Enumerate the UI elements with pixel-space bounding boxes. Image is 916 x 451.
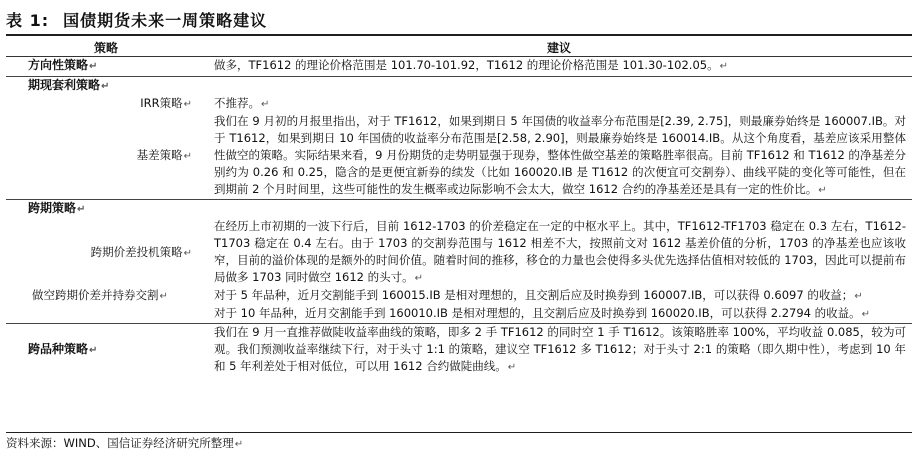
table-row: [6, 218, 912, 287]
table-row: [6, 113, 912, 200]
content-paragraph: 在经历上市初期的一波下行后，目前 1612-1703 的价差稳定在一定的中枢水平上。其中，TF1612-TF1703 稳定在 0.3 左右，T1612-T1703 稳定在 0.4 左右。由于 1703 的交割券范围与 1612 相差不大，按照前文对 1612 基差价值的分析，1703 的净基差也应该收窄，目前的溢价体现的是额外的时间价值。随着时间的推移，移仓的力量也会使得多头优先选择估值相对较低的 1703，因此可以提前布局做多 1703 同时做空 1612 的头寸。: [214, 219, 906, 284]
row-label-short-spread-delivery: 做空跨期价差并持券交割↵: [32, 288, 168, 302]
source-note: 资料来源：WIND、国信证券经济研究所整理↵: [6, 432, 912, 451]
content-paragraph: 做多，TF1612 的理论价格范围是 101.70-101.92，T1612 的理论价格范围是 101.30-102.05。: [214, 58, 719, 72]
table-row: [6, 77, 912, 96]
table-row: [6, 200, 912, 219]
section-label: 跨期策略↵: [6, 200, 206, 219]
content-paragraph: 我们在 9 月初的月报里指出，对于 TF1612，如果到期日 5 年国债的收益率分布范围是[2.39, 2.75]，则最廉券始终是 160007.IB。对于 T1612，如果到期日 10 年国债的收益率分布范围是[2.58, 2.90]，则最廉券始终是 160014.IB。从这个角度看，基差应该采用整体性做空的策略。实际结果来看，9 月份期货的走势明显强于现券，整体性做空基差的策略胜率很高。目前 TF1612 和 T1612 的净基差分别约为 0.26 和 0.25，隐含的是更便宜新券的续发（比如 160020.IB 是 T1612 的次便宜可交割券）、曲线平陡的变化等可能性，但在到期前 2 个月时间里，这些可能性的发生概率或边际影响不会太大，做空 1612 合约的净基差还是具有一定的性价比。: [214, 114, 906, 196]
table-row: [6, 287, 912, 324]
table-row: [6, 324, 912, 377]
row-label-basis: 基差策略↵: [136, 148, 192, 162]
row-label-calendar-spread: 跨期价差投机策略↵: [90, 244, 192, 259]
table-row: [6, 57, 912, 77]
strategy-table: [6, 38, 912, 376]
table-row: [6, 95, 912, 113]
header-strategy: 策略: [6, 38, 206, 57]
section-label: 跨品种策略↵: [6, 324, 206, 377]
section-content: 做多，TF1612 的理论价格范围是 101.70-101.92，T1612 的理论价格范围是 101.30-102.05。↵: [214, 58, 728, 72]
row-content-calendar-spread: 在经历上市初期的一波下行后，目前 1612-1703 的价差稳定在一定的中枢水平上。其中，TF1612-TF1703 稳定在 0.3 左右，T1612-T1703 稳定在 0.4 左右。由于 1703 的交割券范围与 1612 相差不大，按照前文对 1612 基差价值的分析，1703 的净基差也应该收窄，目前的溢价体现的是额外的时间价值。随着时间的推移，移仓的力量也会使得多头优先选择估值相对较低的 1703，因此可以提前布局做多 1703 同时做空 1612 的头寸。↵: [214, 219, 906, 284]
row-label-irr: IRR策略↵: [140, 96, 192, 110]
table-title-text: 国债期货未来一周策略建议: [63, 10, 268, 30]
section-label: 期现套利策略↵: [6, 77, 206, 96]
content-paragraph: 对于 10 年品种，近月交割能手到 160010.IB 是相对理想的，且交割后应及时换券到 160020.IB，可以获得 2.2794 的收益。↵: [214, 306, 871, 320]
row-content-irr: 不推荐。↵: [214, 96, 270, 110]
row-content-basis: 我们在 9 月初的月报里指出，对于 TF1612，如果到期日 5 年国债的收益率分布范围是[2.39, 2.75]，则最廉券始终是 160007.IB。对于 T1612，如果到期日 10 年国债的收益率分布范围是[2.58, 2.90]，则最廉券始终是 160014.IB。从这个角度看，基差应该采用整体性做空的策略。实际结果来看，9 月份期货的走势明显强于现券，整体性做空基差的策略胜率很高。目前 TF1612 和 T1612 的净基差分别约为 0.26 和 0.25，隐含的是更便宜新券的续发（比如 160020.IB 是 T1612 的次便宜可交割券）、曲线平陡的变化等可能性，但在到期前 2 个月时间里，这些可能性的发生概率或边际影响不会太大，做空 1612 合约的净基差还是具有一定的性价比。↵: [214, 114, 906, 196]
content-paragraph: 我们在 9 月一直推荐做陡收益率曲线的策略，即多 2 手 TF1612 的同时空 1 手 T1612。该策略胜率 100%，平均收益 0.085，较为可观。我们预测收益率继续下行，对于头寸 1:1 的策略，建议空 TF1612 多 T1612；对于头寸 2:1 的策略（即久期中性），考虑到 10 年和 5 年利差处于相对低位，可以用 1612 合约做陡曲线。: [214, 325, 906, 373]
section-content: 我们在 9 月一直推荐做陡收益率曲线的策略，即多 2 手 TF1612 的同时空 1 手 T1612。该策略胜率 100%，平均收益 0.085，较为可观。我们预测收益率继续下行，对于头寸 1:1 的策略，建议空 TF1612 多 T1612；对于头寸 2:1 的策略（即久期中性），考虑到 10 年和 5 年利差处于相对低位，可以用 1612 合约做陡曲线。↵: [206, 324, 912, 377]
content-paragraph: 不推荐。: [214, 96, 260, 110]
section-label: 方向性策略↵: [28, 58, 98, 72]
row-content-short-spread-delivery: [206, 287, 912, 324]
table-title: [6, 4, 912, 36]
header-advice: 建议: [206, 38, 912, 57]
content-paragraph: 对于 5 年品种，近月交割能手到 160015.IB 是相对理想的，且交割后应及时换券到 160007.IB，可以获得 0.6097 的收益；↵: [214, 288, 863, 302]
table-number: 表 1:: [6, 10, 50, 30]
table-header-row: [6, 38, 912, 57]
